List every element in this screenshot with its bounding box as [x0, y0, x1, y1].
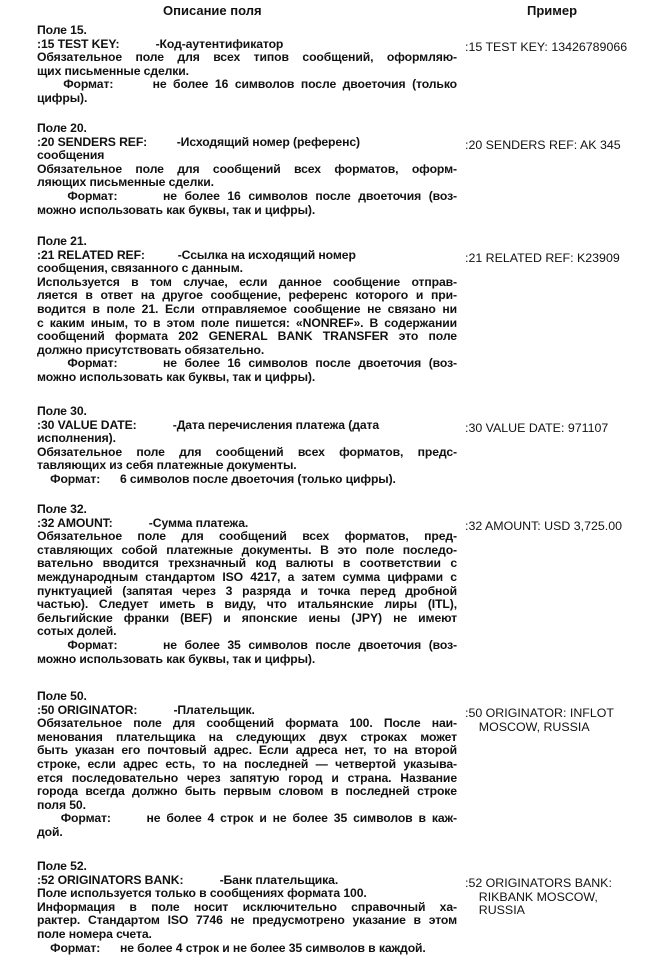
field-example — [465, 139, 650, 153]
description-line: сообщений формата 202 GENERAL BANK TRANSFER это поле — [37, 330, 457, 344]
example-line: :30 VALUE DATE: 971107 — [465, 421, 609, 435]
description-line: ставляющих собой платежные документы. В это поле последо- — [37, 543, 457, 557]
description-line: с каким иным, то в этом поле пишется: «NONREF». В содержании — [37, 316, 457, 330]
example-line: RUSSIA — [465, 903, 525, 918]
description-line: поле номера счета. — [37, 927, 152, 941]
description-line: Формат: 6 символов после двоеточия (только цифры). — [37, 472, 396, 486]
field-example — [465, 422, 650, 436]
field-example — [465, 41, 650, 55]
field-tag-line: :52 ORIGINATORS BANK: -Банк плательщика. — [37, 873, 339, 887]
example-line: :50 ORIGINATOR: INFLOT — [465, 706, 614, 720]
field-title: Поле 32. — [37, 503, 87, 516]
description-line: частью). Следует иметь в виду, что итальянские лиры (ITL), — [37, 598, 457, 612]
description-line: можно использовать как буквы, так и цифры). — [37, 652, 316, 666]
description-line: менования плательщика на следующих двух строках может — [37, 730, 457, 744]
description-line: дой. — [37, 825, 63, 839]
example-line: :20 SENDERS REF: AK 345 — [465, 138, 621, 152]
field-description — [37, 24, 457, 106]
description-line: сотых долей. — [37, 625, 117, 639]
field-title: Поле 15. — [37, 24, 87, 37]
field-description — [37, 503, 457, 666]
example-line: :15 TEST KEY: 13426789066 — [465, 40, 628, 54]
description-line: щих письменные сделки. — [37, 64, 189, 78]
description-line: должно присутствовать обязательно. — [37, 343, 265, 357]
field-tag-line: :20 SENDERS REF: -Исходящий номер (референс) — [37, 135, 360, 149]
description-line: вательно вводится трехзначный код валюты в соответствии с — [37, 557, 457, 571]
description-line: ляющих письменные сделки. — [37, 176, 214, 190]
field-description — [37, 235, 457, 385]
description-line: быть указан его почтовый адрес. Если адреса нет, то на второй — [37, 744, 457, 758]
field-title: Поле 21. — [37, 235, 87, 248]
description-line: бельгийские франки (BEF) и японские иены (JPY) не имеют — [37, 611, 457, 625]
column-header-example: Пример — [527, 3, 578, 18]
description-line: международным стандартом ISO 4217, а затем сумма цифрами с — [37, 570, 457, 584]
description-line: строке, если адрес есть, то на последней — четвертой указыва- — [37, 757, 457, 771]
description-line: рактер. Стандартом ISO 7746 не предусмотрено указание в этом — [37, 914, 457, 928]
field-example — [465, 520, 650, 534]
field-title: Поле 20. — [37, 122, 87, 135]
field-title: Поле 30. — [37, 405, 87, 418]
description-line: ется последовательно через запятую город и страна. Название — [37, 771, 457, 785]
field-example — [465, 252, 650, 266]
field-title: Поле 52. — [37, 860, 87, 873]
description-line: можно использовать как буквы, так и цифры). — [37, 370, 316, 384]
description-line: Информация в поле носит исключительно справочный ха- — [37, 900, 457, 914]
description-line: Формат: не более 16 символов после двоеточия (воз- — [37, 357, 457, 371]
description-line: Формат: не более 4 строк и не более 35 символов в каж- — [37, 812, 457, 826]
description-line: Обязательное поле для всех типов сообщений, оформляю- — [37, 51, 457, 65]
field-tag-line: :15 TEST KEY: -Код-аутентификатор — [37, 37, 284, 51]
description-line: Формат: не более 35 символов после двоеточия (воз- — [37, 638, 457, 652]
description-line: Обязательное поле для сообщений всех форматов, пред- — [37, 530, 457, 544]
field-tag-line: :30 VALUE DATE: -Дата перечисления платежа (дата — [37, 418, 380, 432]
description-line: Обязательное поле для сообщений всех форматов, оформ- — [37, 162, 457, 176]
description-line: исполнения). — [37, 432, 116, 446]
field-example — [465, 707, 650, 734]
description-line: Обязательное поле для сообщений всех форматов, предс- — [37, 445, 457, 459]
field-tag-line: :50 ORIGINATOR: -Плательщик. — [37, 703, 255, 717]
example-line: :32 AMOUNT: USD 3,725.00 — [465, 519, 623, 533]
field-description — [37, 860, 457, 955]
description-line: Обязательное поле для сообщений формата 100. После наи- — [37, 717, 457, 731]
field-tag-line: :32 AMOUNT: -Сумма платежа. — [37, 516, 249, 530]
description-line: ляется в ответ на другое сообщение, референс которого и при- — [37, 289, 457, 303]
description-line: Формат: не более 4 строк и не более 35 символов в каждой. — [37, 941, 426, 955]
description-line: Формат: не более 16 символов после двоеточия (воз- — [37, 189, 457, 203]
description-line: города всегда должно быть первым словом в последней строке — [37, 785, 457, 799]
field-example — [465, 877, 650, 918]
example-line: :52 ORIGINATORS BANK: — [465, 876, 612, 890]
description-line: поля 50. — [37, 798, 86, 812]
description-line: Поле используется только в сообщениях формата 100. — [37, 887, 367, 901]
field-tag-line: :21 RELATED REF: -Ссылка на исходящий номер — [37, 248, 356, 262]
description-line: водится в поле 21. Если отправляемое сообщение не связано ни — [37, 302, 457, 316]
example-line: :21 RELATED REF: K23909 — [465, 251, 620, 265]
example-line: RIKBANK MOSCOW, — [465, 889, 598, 904]
description-line: сообщения, связанного с данным. — [37, 262, 243, 276]
description-line: можно использовать как буквы, так и цифры). — [37, 203, 316, 217]
description-line: Используется в том случае, если данное сообщение отправ- — [37, 275, 457, 289]
description-line: тавляющих из себя платежные документы. — [37, 459, 297, 473]
column-header-description: Описание поля — [163, 3, 262, 18]
field-description — [37, 122, 457, 217]
description-line: цифры). — [37, 91, 88, 105]
description-line: пунктуацией (запятая через 3 разряда и точка перед дробной — [37, 584, 457, 598]
field-description — [37, 405, 457, 487]
description-line: Формат: не более 16 символов после двоеточия (только — [37, 78, 457, 92]
field-title: Поле 50. — [37, 690, 87, 703]
example-line: MOSCOW, RUSSIA — [465, 719, 590, 734]
field-description — [37, 690, 457, 840]
description-line: сообщения — [37, 149, 105, 163]
